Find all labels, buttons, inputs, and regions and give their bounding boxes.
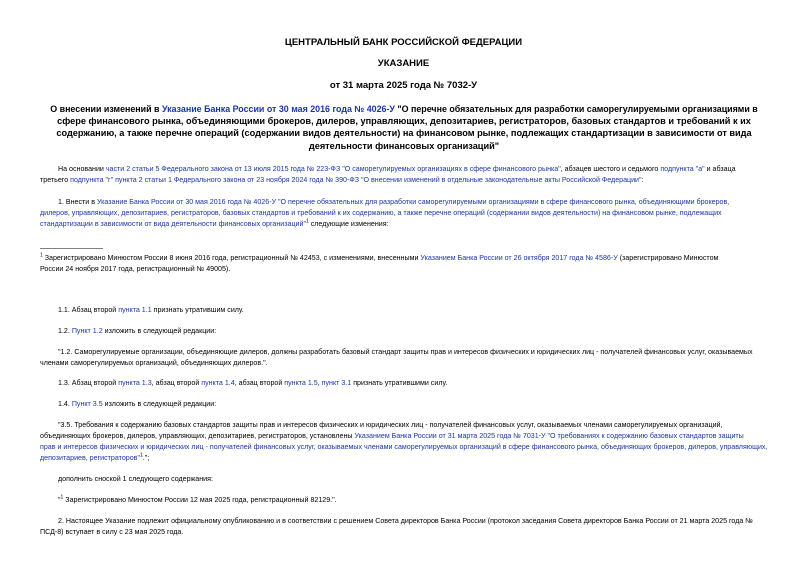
point-1-5-link[interactable]: пункта 1.5 xyxy=(284,379,318,387)
quote-3-5-line-3 xyxy=(40,442,767,453)
item1-decree-link-cont[interactable]: дилеров, управляющих, депозитариев, регистраторов, базовых стандартов и требований к их содержанию, а также перечне операций (содержании видов деятельности) на финансовом рынке, подлежащих xyxy=(40,209,722,217)
item1-decree-link-end[interactable]: стандартизации в зависимости от вида деятельности финансовых организаций" xyxy=(40,220,306,228)
document-title: О внесении изменений в Указание Банка России от 30 мая 2016 года № 4026-У "О перечне обязательных для разработки саморегулируемыми организациями в сфере финансового рынка, объединяющими брокеров, дилеров, управляющих, депозитариев, регистраторов, базовых стандартов и требований к их содержанию, а также перечне операций (содержании видов деятельности) на финансовом рынке, подлежащих стандартизации в зависимости от вида деятельности финансовых организаций" xyxy=(50,104,758,151)
add-footnote-text: дополнить сноской 1 следующего содержания: xyxy=(58,475,213,483)
point-1-4-link[interactable]: пункта 1.4 xyxy=(201,379,235,387)
item1-line-1: 1. Внести в Указание Банка России от 30 мая 2016 года № 4026-У "О перечне обязательных для разработки саморегулируемыми организациями в сфере финансового рынка, объединяющими брокеров, xyxy=(58,198,730,206)
document-type: УКАЗАНИЕ xyxy=(377,58,430,69)
document-date-number: от 31 марта 2025 года № 7032-У xyxy=(329,80,478,91)
footnote-1-line-1: $^1$ Зарегистрировано Минюстом России 8 июня 2016 года, регистрационный № 42453, с изменениями, внесенными Указанием Банка России от 26 октября 2017 года № 4586-У (зарегистрировано Минюстом xyxy=(40,252,719,262)
item1-line-2 xyxy=(40,208,722,219)
footnote-ref[interactable]: 1 xyxy=(305,218,309,225)
quote-3-5-line-1: "3.5. Требования к содержанию базовых стандартов защиты прав и интересов физических и юридических лиц - получателей финансовых услуг, оказываемых членами саморегулируемых организаций, xyxy=(58,421,723,429)
preamble-law-390-link[interactable]: подпункта "г" пункта 2 статьи 1 Федерального закона от 23 ноября 2024 года № 390-ФЗ "О внесении изменений в отдельные законодательные акты Российской Федерации" xyxy=(70,176,642,184)
point-1-3-link[interactable]: пункта 1.3 xyxy=(118,379,152,387)
quote-3-5-line-4: депозитариев, регистраторов"$^1$."; xyxy=(40,452,150,462)
preamble-subitem-a-link[interactable]: подпункта "а" xyxy=(660,165,705,173)
footnote-quote: "$^1$ Зарегистрировано Минюстом России 12 мая 2025 года, регистрационный 82129.". xyxy=(58,494,337,504)
decree-7031-link-cont[interactable]: прав и интересов физических и юридических лиц - получателей финансовых услуг, оказываемых членами саморегулируемых организаций в сфере финансового рынка, объединяющих брокеров, дилеров, управляющих, xyxy=(40,443,768,451)
item1-line-3: стандартизации в зависимости от вида деятельности финансовых организаций"$^1$ следующие изменения: xyxy=(40,218,389,228)
point-3-1-link[interactable]: пункт 3.1 xyxy=(321,379,352,387)
decree-7031-link-end[interactable]: депозитариев, регистраторов" xyxy=(40,454,140,462)
preamble-line-2: третьего подпункта "г" пункта 2 статьи 1 Федерального закона от 23 ноября 2024 года № 390-ФЗ "О внесении изменений в отдельные законодательные акты Российской Федерации": xyxy=(40,176,644,184)
item2-line-1: 2. Настоящее Указание подлежит официальному опубликованию и в соответствии с решением Совета директоров Банка России (протокол заседания Совета директоров Банка России от 21 марта 2025 года № xyxy=(58,517,753,525)
quote-1-2-line-2: членами саморегулируемых организаций, объединяющих дилеров.". xyxy=(40,359,268,367)
footnote-ref-2[interactable]: 1 xyxy=(139,452,143,459)
para-1-3: 1.3. Абзац второй пункта 1.3, абзац второй пункта 1.4, абзац второй пункта 1.5, пункт 3.1 признать утратившими силу. xyxy=(58,379,448,387)
preamble-law-link[interactable]: части 2 статьи 5 Федерального закона от 13 июля 2015 года № 223-ФЗ "О саморегулируемых организациях в сфере финансового рынка" xyxy=(105,165,561,173)
para-1-1: 1.1. Абзац второй пункта 1.1 признать утратившим силу. xyxy=(58,306,244,314)
para-1-4: 1.4. Пункт 3.5 изложить в следующей редакции: xyxy=(58,400,217,408)
footnote-1-line-2: России 24 ноября 2017 года, регистрационный № 49005). xyxy=(40,265,231,273)
item1-decree-link[interactable]: Указание Банка России от 30 мая 2016 года № 4026-У "О перечне обязательных для разработки саморегулируемыми организациями в сфере финансового рынка, объединяющими брокеров, xyxy=(96,198,730,206)
item2-line-2: ПСД-8) вступает в силу с 23 мая 2025 года. xyxy=(40,528,184,536)
quote-3-5-line-2: объединяющих брокеров, дилеров, управляющих, депозитариев, регистраторов, установлены Указанием Банка России от 31 марта 2025 года № 7031-У "О требованиях к содержанию базовых стандартов защиты xyxy=(40,432,744,440)
decree-7031-link[interactable]: Указанием Банка России от 31 марта 2025 года № 7031-У "О требованиях к содержанию базовых стандартов защиты xyxy=(354,432,744,440)
para-1-2: 1.2. Пункт 1.2 изложить в следующей редакции: xyxy=(58,327,217,335)
footnote-decree-link[interactable]: Указанием Банка России от 26 октября 2017 года № 4586-У xyxy=(420,254,618,262)
point-1-1-link[interactable]: пункта 1.1 xyxy=(118,306,152,314)
quote-1-2-line-1: "1.2. Саморегулируемые организации, объединяющие дилеров, должны разработать базовый стандарт защиты прав и интересов физических и юридических лиц - получателей финансовых услуг, оказываемых xyxy=(58,348,753,356)
issuer-heading: ЦЕНТРАЛЬНЫЙ БАНК РОССИЙСКОЙ ФЕДЕРАЦИИ xyxy=(284,37,523,48)
footnote-separator xyxy=(40,248,103,249)
preamble-line-1: На основании части 2 статьи 5 Федерального закона от 13 июля 2015 года № 223-ФЗ "О саморегулируемых организациях в сфере финансового рынка", абзацев шестого и седьмого подпункта "а" и абзаца xyxy=(58,165,736,173)
title-link[interactable]: Указание Банка России от 30 мая 2016 года № 4026-У xyxy=(161,104,395,114)
point-3-5-link[interactable]: Пункт 3.5 xyxy=(71,400,103,408)
point-1-2-link[interactable]: Пункт 1.2 xyxy=(71,327,103,335)
